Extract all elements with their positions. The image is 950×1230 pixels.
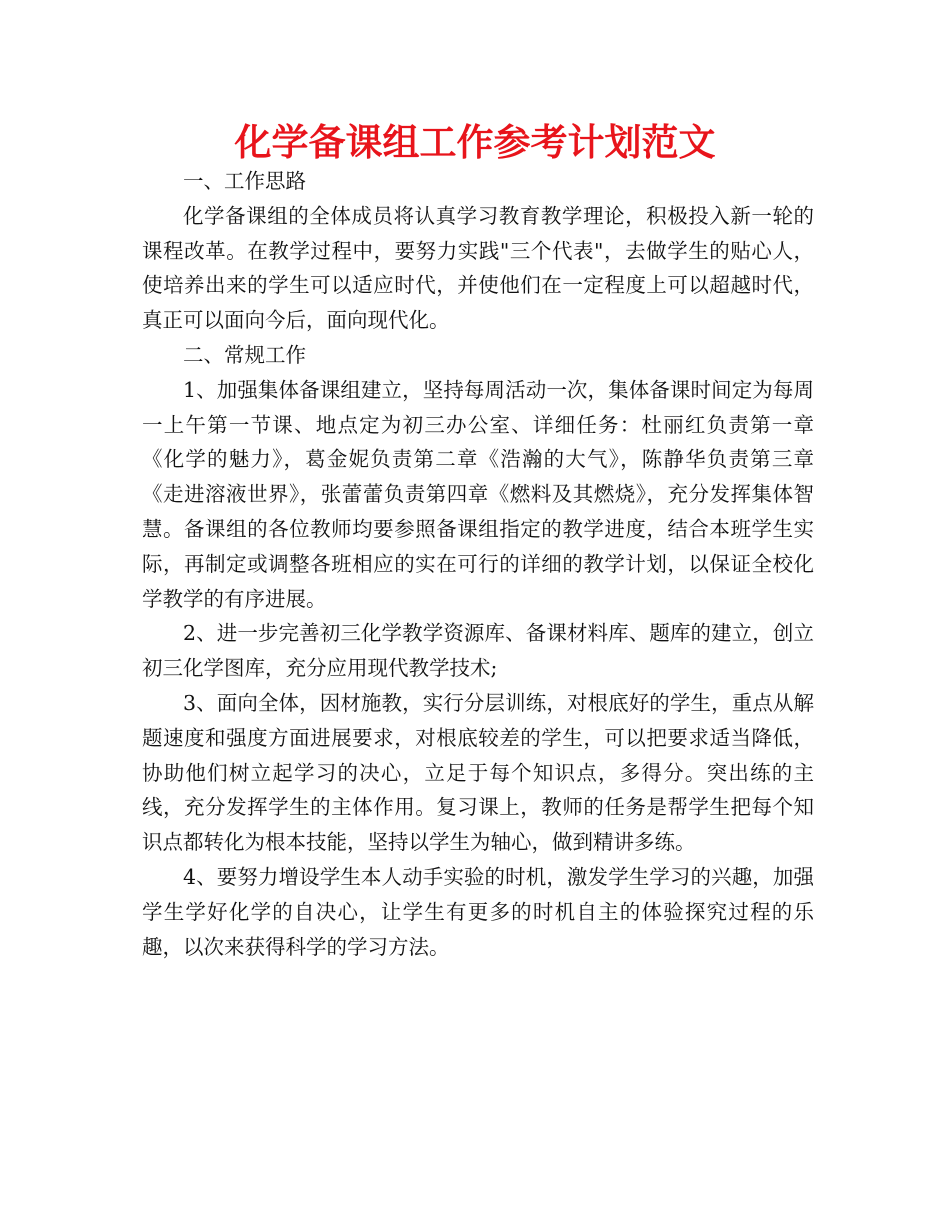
document-title: 化学备课组工作参考计划范文: [234, 121, 716, 164]
paragraph-item-3: 3、面向全体，因材施教，实行分层训练，对根底好的学生，重点从解题速度和强度方面进展要求，对根底较差的学生，可以把要求适当降低，协助他们树立起学习的决心，立足于每个知识点，多得分。突出练的主线，充分发挥学生的主体作用。复习课上，教师的任务是帮学生把每个知识点都转化为根本技能，坚持以学生为轴心，做到精讲多练。: [142, 690, 814, 855]
section-heading-work-approach: 一、工作思路: [183, 169, 306, 193]
paragraph-item-4: 4、要努力增设学生本人动手实验的时机，激发学生学习的兴趣，加强学生学好化学的自决心，让学生有更多的时机自主的体验探究过程的乐趣，以次来获得科学的学习方法。: [142, 864, 814, 959]
document-body: [142, 164, 814, 964]
paragraph-work-approach: 化学备课组的全体成员将认真学习教育教学理论，积极投入新一轮的课程改革。在教学过程中，要努力实践"三个代表"，去做学生的贴心人，使培养出来的学生可以适应时代，并使他们在一定程度上可以超越时代，真正可以面向今后，面向现代化。: [142, 203, 814, 333]
section-heading-routine-work: 二、常规工作: [183, 342, 306, 367]
paragraph-item-1: 1、加强集体备课组建立，坚持每周活动一次，集体备课时间定为每周一上午第一节课、地点定为初三办公室、详细任务：杜丽红负责第一章《化学的魅力》，葛金妮负责第二章《浩瀚的大气》，陈静华负责第三章《走进溶液世界》，张蕾蕾负责第四章《燃料及其燃烧》，充分发挥集体智慧。备课组的各位教师均要参照备课组指定的教学进度，结合本班学生实际，再制定或调整各班相应的实在可行的详细的教学计划，以保证全校化学教学的有序进展。: [142, 377, 814, 611]
paragraph-item-2: 2、进一步完善初三化学教学资源库、备课材料库、题库的建立，创立初三化学图库，充分应用现代教学技术;: [142, 621, 814, 681]
